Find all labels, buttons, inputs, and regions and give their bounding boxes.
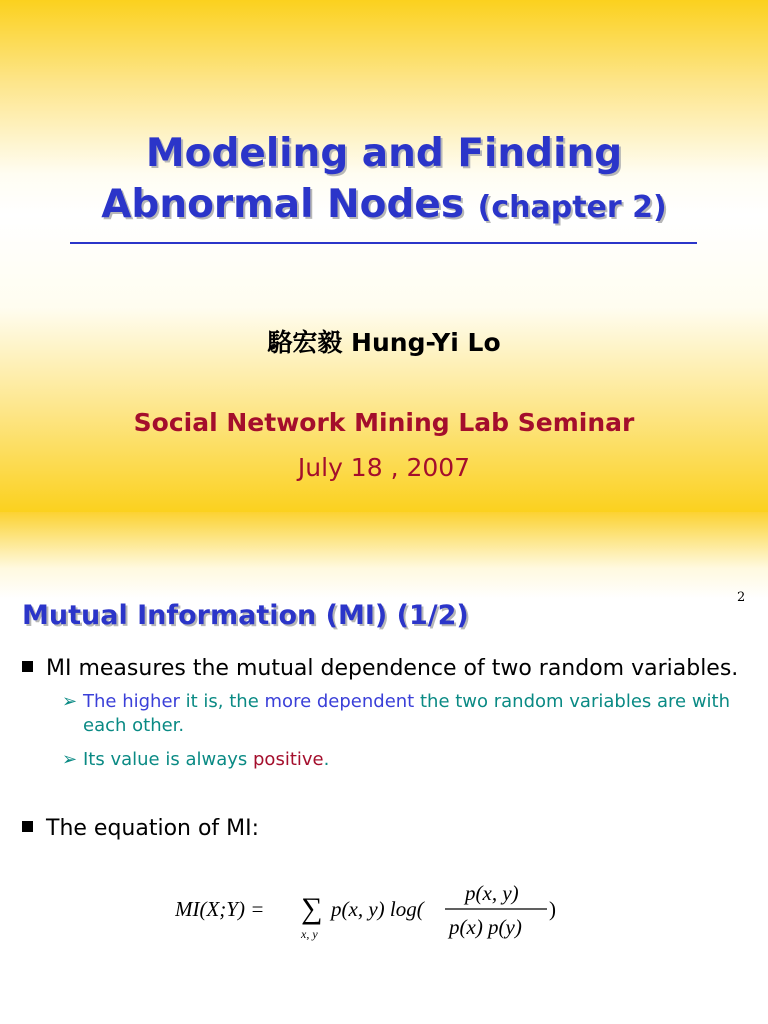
eq-numerator: p(x, y) bbox=[465, 881, 519, 905]
slide-title-chapter: (chapter 2) bbox=[477, 190, 667, 225]
eq-denominator: p(x) p(y) bbox=[449, 915, 522, 939]
bullet-equation bbox=[22, 816, 259, 841]
mi-equation bbox=[175, 872, 575, 952]
eq-sum-index: x, y bbox=[301, 927, 318, 941]
sub-text-more-dependent: more dependent bbox=[264, 691, 415, 712]
arrow-bullet-icon: ➢ bbox=[62, 749, 78, 770]
slide-title-main: Abnormal Nodes bbox=[101, 182, 465, 227]
sub-text-end: the two random variables are with bbox=[414, 691, 731, 712]
bullet-text: The equation of MI: bbox=[46, 816, 260, 841]
sub-bullet-positive bbox=[62, 748, 768, 772]
square-bullet-icon bbox=[22, 661, 33, 672]
title-divider bbox=[70, 242, 697, 244]
sub-bullet-dependence bbox=[62, 690, 768, 738]
sub-text-higher: The higher bbox=[83, 691, 180, 712]
bullet-mi-definition bbox=[22, 656, 738, 681]
sub-text-always: Its value is always bbox=[83, 749, 253, 770]
author-name: 駱宏毅 Hung-Yi Lo bbox=[267, 328, 501, 357]
sub-text-wrap: each other. bbox=[83, 715, 185, 736]
slide-title-line1: Modeling and Finding bbox=[145, 131, 623, 176]
presentation-date: July 18 , 2007 bbox=[297, 453, 471, 482]
arrow-bullet-icon: ➢ bbox=[62, 691, 78, 712]
slide-heading: Mutual Information (MI) (1/2) bbox=[22, 600, 469, 631]
eq-term: p(x, y) log( bbox=[331, 897, 424, 921]
bullet-text: MI measures the mutual dependence of two random variables. bbox=[46, 656, 739, 681]
eq-sum-symbol: ∑ bbox=[301, 892, 323, 925]
sub-text-positive: positive bbox=[253, 749, 324, 770]
mutual-information-slide bbox=[0, 512, 768, 1024]
slide-title-line2 bbox=[0, 181, 768, 232]
sub-text-period: . bbox=[323, 749, 330, 770]
eq-lhs: MI(X;Y) = bbox=[175, 897, 265, 921]
sub-text-mid: it is, the bbox=[179, 691, 265, 712]
square-bullet-icon bbox=[22, 821, 33, 832]
page-number: 2 bbox=[737, 590, 746, 605]
eq-close: ) bbox=[549, 897, 556, 921]
seminar-name: Social Network Mining Lab Seminar bbox=[133, 408, 635, 437]
